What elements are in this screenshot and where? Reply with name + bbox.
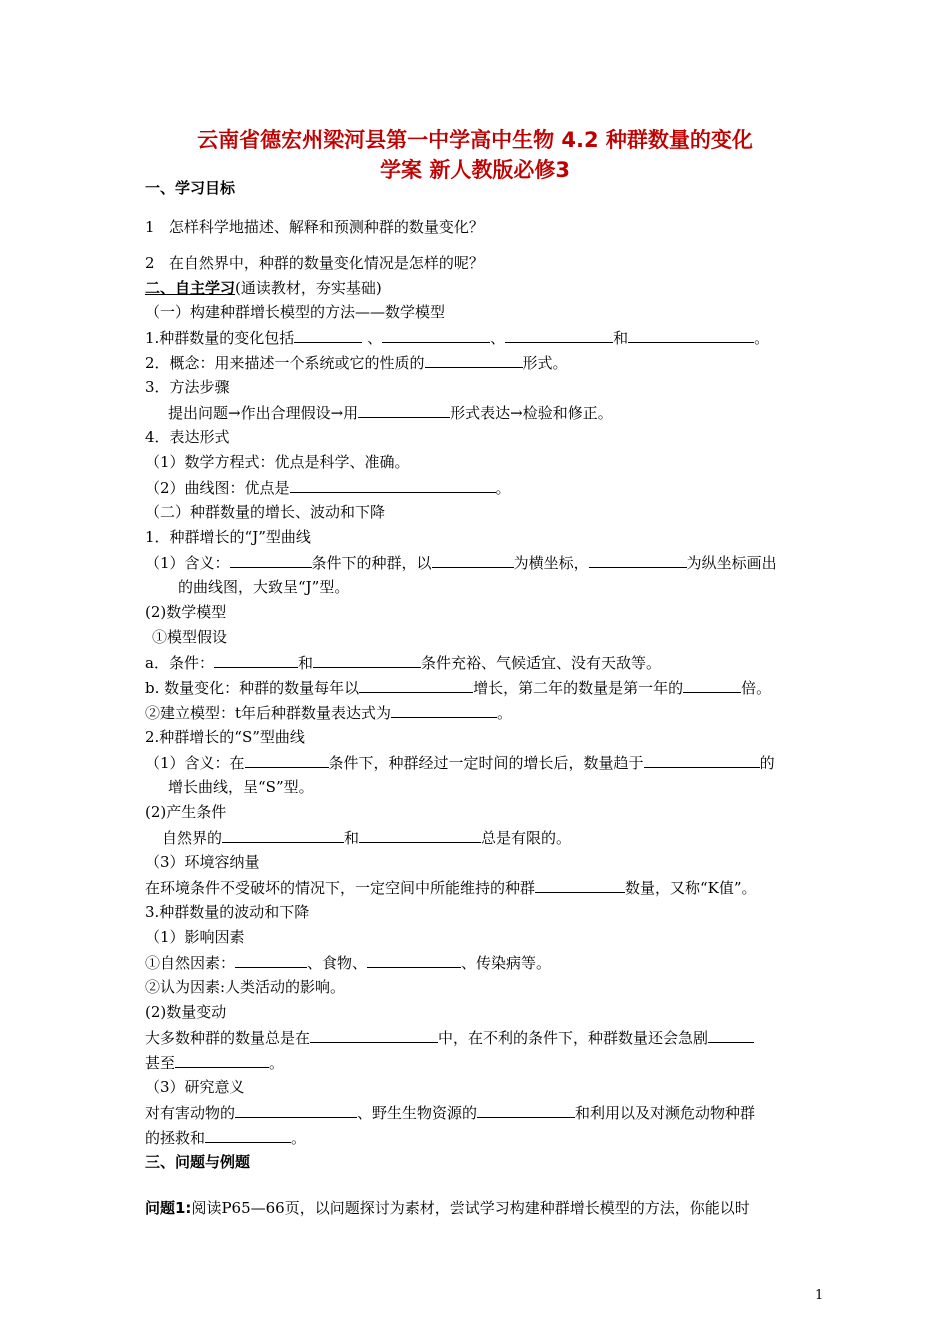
- fill-blank[interactable]: [359, 827, 481, 843]
- question-4-1: （1）数学方程式：优点是科学、准确。: [145, 453, 410, 471]
- section1-heading: 一、学习目标: [145, 179, 236, 197]
- problem-1-text: 阅读P65—66页，以问题探讨为素材，尝试学习构建种群增长模型的方法，你能以时: [191, 1199, 750, 1217]
- fill-blank[interactable]: [391, 702, 497, 718]
- part2-heading: （二）种群数量的增长、波动和下降: [145, 503, 386, 521]
- s2-text-2: 总是有限的。: [481, 829, 572, 847]
- carrying-capacity: [145, 877, 757, 898]
- question-1-text: 1.种群数量的变化包括: [145, 329, 295, 347]
- natural-factors: [145, 952, 551, 973]
- s-curve-meaning: [145, 752, 775, 773]
- objective-2: [145, 253, 484, 273]
- page-number: 1: [815, 1288, 824, 1303]
- fluctuation-heading: 3.种群数量的波动和下降: [145, 903, 310, 921]
- jb-text: b. 数量变化：种群的数量每年以: [145, 679, 360, 697]
- question-2-text: 2．概念：用来描述一个系统或它的性质的: [145, 354, 425, 372]
- f1-text-3: 、传染病等。: [461, 954, 552, 972]
- section3-heading: 三、问题与例题: [145, 1153, 251, 1171]
- objective-1-text: 怎样科学地描述、解释和预测种群的数量变化？: [168, 218, 484, 236]
- objective-2-text: 在自然界中，种群的数量变化情况是怎样的呢？: [168, 254, 484, 272]
- s-curve-meaning-cont: 增长曲线，呈“S”型。: [168, 778, 314, 796]
- problem-1: [145, 1198, 750, 1218]
- j1-text: （1）含义：: [145, 554, 230, 572]
- fill-blank[interactable]: [432, 552, 514, 568]
- ja-text: a．条件：: [145, 654, 214, 672]
- j-condition: [145, 652, 661, 673]
- s1-text-2: 条件下，种群经过一定时间的增长后，数量趋于: [328, 754, 644, 772]
- s-curve-heading: 2.种群增长的“S”型曲线: [145, 728, 305, 746]
- question-1: [145, 327, 769, 348]
- fill-blank[interactable]: [425, 352, 523, 368]
- j-curve-heading: 1．种群增长的“J”型曲线: [145, 528, 311, 546]
- fill-blank[interactable]: [294, 327, 362, 343]
- s3-text-2: 数量，又称“K值”。: [625, 879, 757, 897]
- q4-2-text: （2）曲线图：优点是: [145, 479, 290, 497]
- question-3: 3．方法步骤: [145, 378, 230, 396]
- question-1-sep: 、: [367, 329, 383, 347]
- jm-text: ②建立模型：t年后种群数量表达式为: [145, 704, 392, 722]
- s1-text-3: 的: [759, 754, 775, 772]
- j1-text-2: 条件下的种群，以: [311, 554, 432, 572]
- f3-end: 。: [291, 1129, 307, 1147]
- f2-text: 大多数种群的数量总是在: [145, 1029, 311, 1047]
- jb-text-2: 增长，第二年的数量是第一年的: [473, 679, 684, 697]
- fill-blank[interactable]: [358, 402, 450, 418]
- question-2-end: 形式。: [522, 354, 568, 372]
- fill-blank[interactable]: [708, 1027, 754, 1043]
- f1-text: ①自然因素：: [145, 954, 236, 972]
- ja-and: 和: [297, 654, 313, 672]
- fill-blank[interactable]: [310, 1027, 438, 1043]
- human-factors: ②认为因素:人类活动的影响。: [145, 978, 346, 996]
- objective-2-number: 2: [145, 254, 155, 272]
- steps-text: 提出问题→作出合理假设→用: [168, 404, 359, 422]
- f3-text: 对有害动物的: [145, 1104, 236, 1122]
- j-curve-meaning-cont: 的曲线图，大致呈“J”型。: [178, 578, 350, 596]
- fill-blank[interactable]: [214, 652, 298, 668]
- fill-blank[interactable]: [382, 327, 490, 343]
- question-3-steps: [168, 402, 613, 423]
- fill-blank[interactable]: [359, 677, 473, 693]
- j-model-build: [145, 702, 512, 723]
- change-heading: (2)数量变动: [145, 1003, 227, 1021]
- factors-heading: （1）影响因素: [145, 928, 245, 946]
- fill-blank[interactable]: [222, 827, 344, 843]
- fill-blank[interactable]: [235, 952, 307, 968]
- question-4: 4．表达形式: [145, 428, 230, 446]
- q4-2-end: 。: [495, 479, 511, 497]
- fill-blank[interactable]: [245, 752, 329, 768]
- significance: [145, 1102, 755, 1123]
- f1-text-2: 、食物、: [307, 954, 368, 972]
- fill-blank[interactable]: [628, 327, 754, 343]
- s3-text: 在环境条件不受破坏的情况下，一定空间中所能维持的种群: [145, 879, 536, 897]
- question-1-and: 和: [613, 329, 629, 347]
- quantity-change: [145, 1027, 754, 1048]
- fill-blank[interactable]: [235, 1102, 357, 1118]
- fill-blank[interactable]: [205, 1127, 291, 1143]
- section2-heading-text: 二、自主学习: [145, 279, 236, 297]
- f2-text-3: 甚至: [145, 1054, 176, 1072]
- question-1-end: 。: [754, 329, 770, 347]
- quantity-change-cont: [145, 1052, 284, 1073]
- fill-blank[interactable]: [477, 1102, 575, 1118]
- significance-heading: （3）研究意义: [145, 1078, 245, 1096]
- doc-title-line2: 学案 新人教版必修3: [380, 158, 570, 182]
- question-1-sep: 、: [490, 329, 506, 347]
- s-conditions-heading: (2)产生条件: [145, 803, 227, 821]
- ja-text-2: 条件充裕、气候适宜、没有天敌等。: [420, 654, 661, 672]
- question-4-2: [145, 477, 511, 498]
- steps-end: 形式表达→检验和修正。: [450, 404, 613, 422]
- fill-blank[interactable]: [367, 952, 461, 968]
- fill-blank[interactable]: [313, 652, 421, 668]
- problem-1-label: 问题1:: [145, 1199, 192, 1217]
- section2-heading-note: (通读教材，夯实基础): [235, 279, 382, 297]
- f3-text-3: 和利用以及对濒危动物种群: [575, 1104, 756, 1122]
- j-curve-meaning: [145, 552, 777, 573]
- fill-blank[interactable]: [175, 1052, 269, 1068]
- j1-text-4: 为纵坐标画出: [686, 554, 777, 572]
- objective-1: [145, 217, 484, 237]
- s2-text: 自然界的: [162, 829, 223, 847]
- fill-blank[interactable]: [589, 552, 687, 568]
- s-conditions: [162, 827, 571, 848]
- fill-blank[interactable]: [290, 477, 496, 493]
- s1-text: （1）含义：在: [145, 754, 245, 772]
- j-model-assumption: ①模型假设: [152, 628, 228, 646]
- doc-title-line1: 云南省德宏州梁河县第一中学高中生物 4.2 种群数量的变化: [197, 128, 753, 152]
- objective-1-number: 1: [145, 218, 155, 236]
- fill-blank[interactable]: [505, 327, 613, 343]
- s2-and: 和: [344, 829, 360, 847]
- j1-text-3: 为横坐标，: [513, 554, 589, 572]
- f2-end: 。: [269, 1054, 285, 1072]
- f3-text-4: 的拯救和: [145, 1129, 206, 1147]
- fill-blank[interactable]: [230, 552, 312, 568]
- fill-blank[interactable]: [644, 752, 760, 768]
- jb-text-3: 倍。: [741, 679, 772, 697]
- fill-blank[interactable]: [683, 677, 741, 693]
- part1-heading: （一）构建种群增长模型的方法——数学模型: [145, 303, 446, 321]
- j-quantity-change: [145, 677, 771, 698]
- carrying-capacity-heading: （3）环境容纳量: [145, 853, 260, 871]
- section2-heading: [145, 278, 382, 298]
- j-model-heading: (2)数学模型: [145, 603, 227, 621]
- question-2: [145, 352, 568, 373]
- fill-blank[interactable]: [535, 877, 625, 893]
- f3-text-2: 、野生生物资源的: [357, 1104, 478, 1122]
- significance-cont: [145, 1127, 306, 1148]
- f2-text-2: 中，在不利的条件下，种群数量还会急剧: [438, 1029, 709, 1047]
- jm-end: 。: [497, 704, 513, 722]
